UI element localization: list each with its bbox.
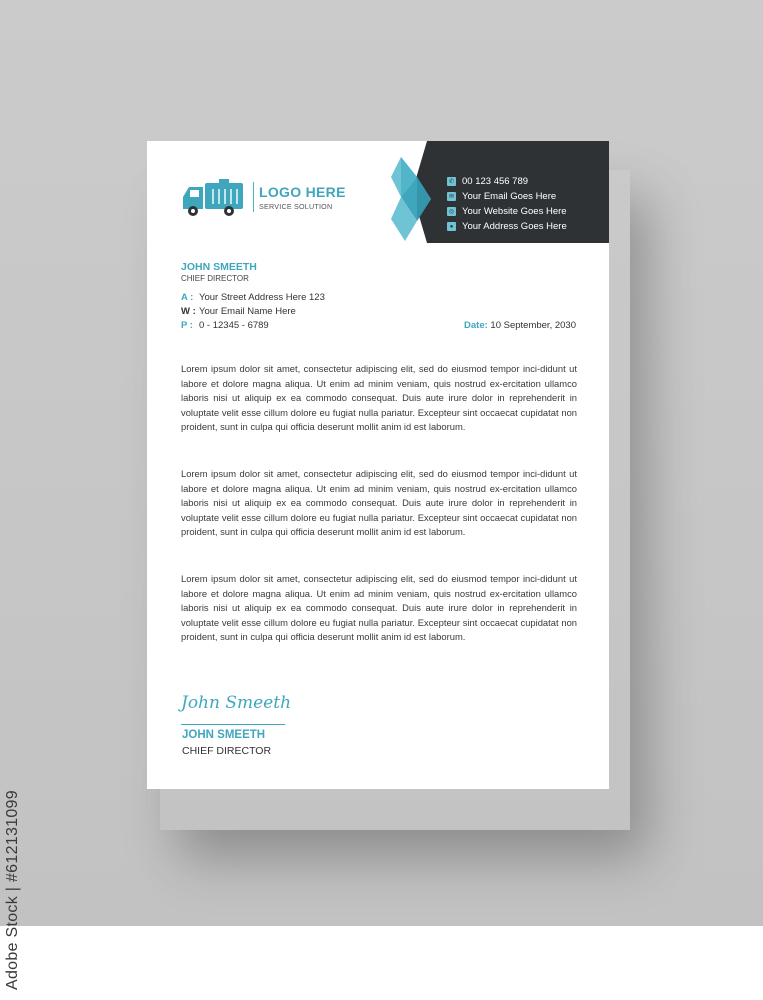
sender-web: Your Email Name Here <box>199 306 296 317</box>
sender-phone: 0 - 12345 - 6789 <box>199 320 269 331</box>
location-icon: ● <box>447 222 456 231</box>
letter-date <box>464 320 576 331</box>
sender-web-line <box>181 306 296 317</box>
signature-line <box>181 724 285 725</box>
bottom-strip <box>0 926 763 1000</box>
sender-name: JOHN SMEETH <box>181 261 257 273</box>
contact-phone-text: 00 123 456 789 <box>462 176 529 187</box>
contact-email-text: Your Email Goes Here <box>462 191 557 202</box>
contact-address <box>447 219 567 234</box>
logo-divider <box>253 182 254 212</box>
contact-email <box>447 189 567 204</box>
address-key: A : <box>181 292 194 303</box>
body-paragraph: Lorem ipsum dolor sit amet, consectetur adipiscing elit, sed do eiusmod tempor inci-didunt ut labore et dolore magna aliqua. Ut enim ad minim veniam, quis nostrud ex-ercitation ullamco laboris nisi ut aliquip ex ea commodo consequat. Duis aute irure dolor in reprehenderit in voluptate velit esse cillum dolore eu fugiat nulla pariatur. Excepteur sint occaecat cupidatat non proident, sunt in culpa qui officia deserunt mollit anim id est laborum. <box>181 573 577 643</box>
contact-website <box>447 204 567 219</box>
sender-phone-line <box>181 320 269 331</box>
logo-subtitle: SERVICE SOLUTION <box>259 202 333 211</box>
body-paragraph: Lorem ipsum dolor sit amet, consectetur adipiscing elit, sed do eiusmod tempor inci-didunt ut labore et dolore magna aliqua. Ut enim ad minim veniam, quis nostrud ex-ercitation ullamco laboris nisi ut aliquip ex ea commodo consequat. Duis aute irure dolor in reprehenderit in voluptate velit esse cillum dolore eu fugiat nulla pariatur. Excepteur sint occaecat cupidatat non proident, sunt in culpa qui officia deserunt mollit anim id est laborum. <box>181 468 577 538</box>
signature-name: JOHN SMEETH <box>182 729 266 741</box>
letterhead-page <box>147 141 609 789</box>
web-key: W : <box>181 306 196 317</box>
date-label: Date: <box>464 320 488 331</box>
phone-key: P : <box>181 320 193 331</box>
logo-title: LOGO HERE <box>259 184 346 200</box>
signature-role: CHIEF DIRECTOR <box>182 745 272 757</box>
sender-address-line <box>181 292 325 303</box>
truck-icon <box>181 177 245 219</box>
header-contact-list <box>447 174 567 234</box>
contact-website-text: Your Website Goes Here <box>462 206 567 217</box>
globe-icon: ◎ <box>448 209 455 215</box>
stock-id-label: Adobe Stock | #612131099 <box>4 790 21 990</box>
sender-address: Your Street Address Here 123 <box>199 292 325 303</box>
phone-icon: ✆ <box>448 179 455 185</box>
contact-address-text: Your Address Goes Here <box>462 221 567 232</box>
signature-script: John Smeeth <box>181 693 292 713</box>
date-value: 10 September, 2030 <box>490 320 576 331</box>
sender-role: CHIEF DIRECTOR <box>181 274 249 283</box>
contact-phone <box>447 174 567 189</box>
diamond-decoration-icon <box>391 157 433 241</box>
body-paragraph: Lorem ipsum dolor sit amet, consectetur adipiscing elit, sed do eiusmod tempor inci-didunt ut labore et dolore magna aliqua. Ut enim ad minim veniam, quis nostrud ex-ercitation ullamco laboris nisi ut aliquip ex ea commodo consequat. Duis aute irure dolor in reprehenderit in voluptate velit esse cillum dolore eu fugiat nulla pariatur. Excepteur sint occaecat cupidatat non proident, sunt in culpa qui officia deserunt mollit anim id est laborum. <box>181 363 577 433</box>
email-icon: ✉ <box>448 194 455 200</box>
